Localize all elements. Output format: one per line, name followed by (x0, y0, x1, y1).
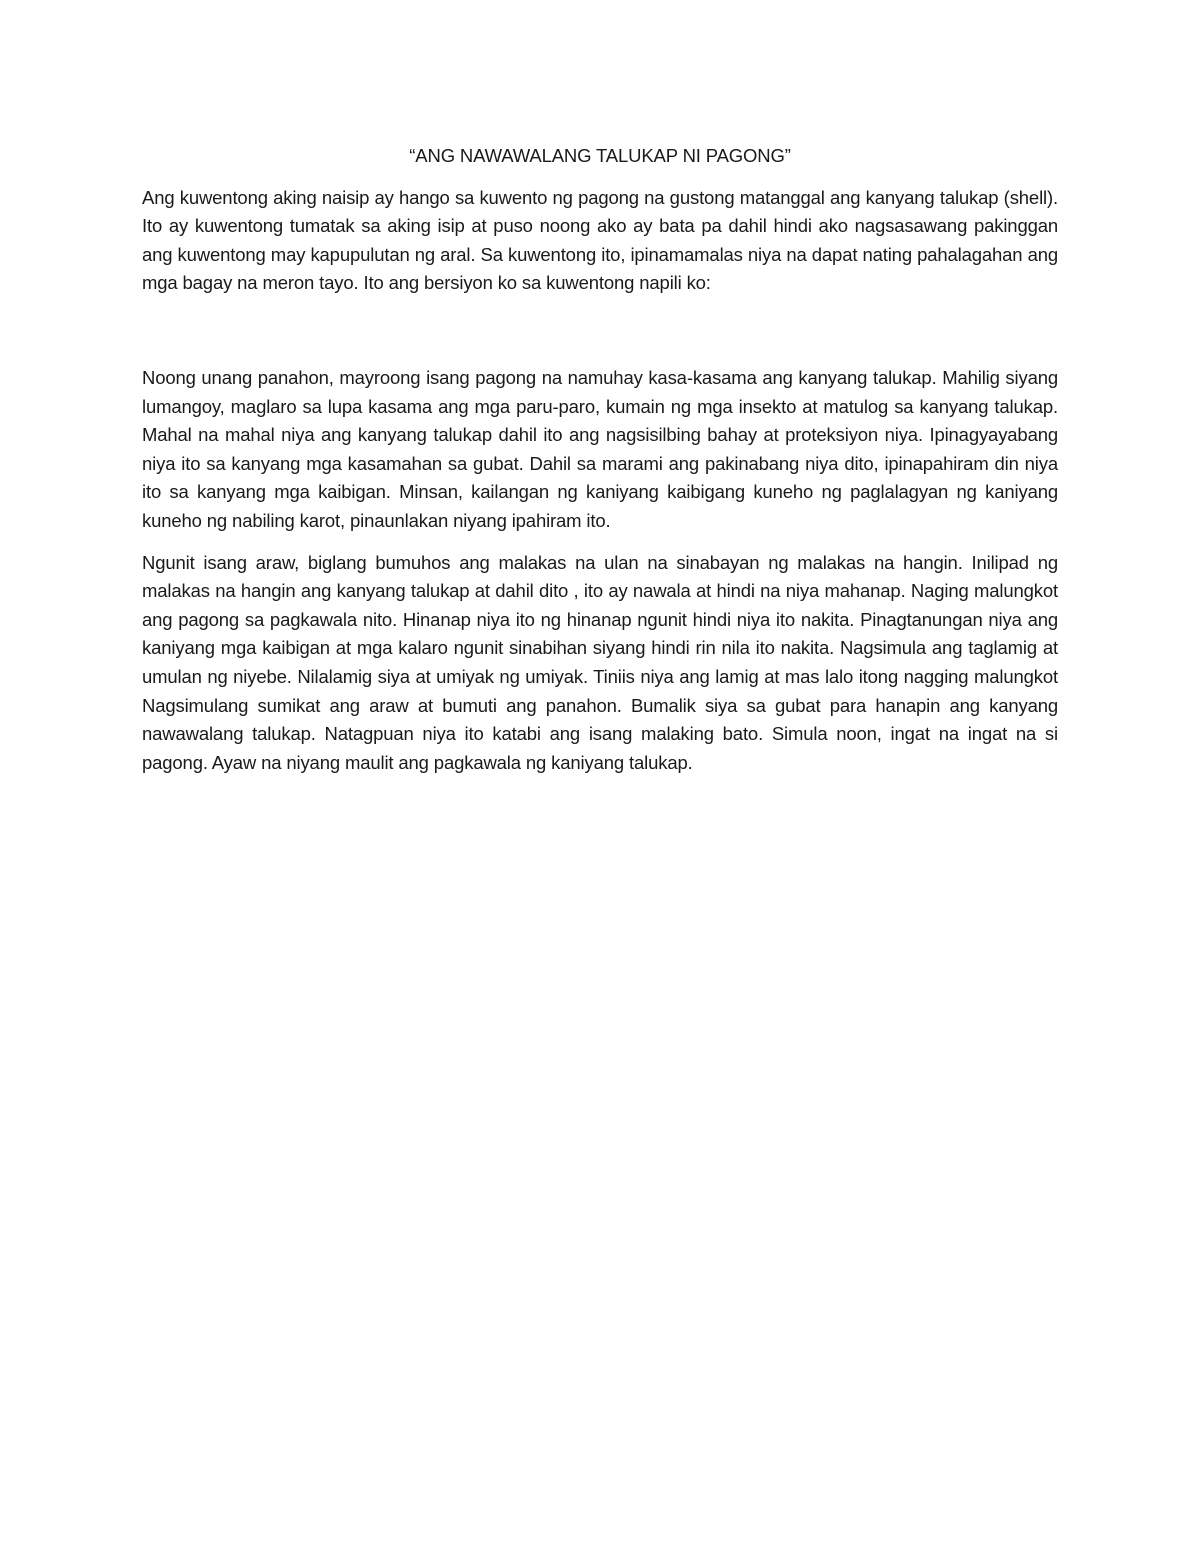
document-body (142, 142, 1058, 777)
document-title: “ANG NAWAWALANG TALUKAP NI PAGONG” (409, 145, 791, 166)
intro-paragraph: Ang kuwentong aking naisip ay hango sa kuwento ng pagong na gustong matanggal ang kanyang talukap (shell). Ito ay kuwentong tumatak sa aking isip at puso noong ako ay bata pa dahil hindi ako nagsasawang pakinggan ang kuwentong may kapupulutan ng aral. Sa kuwentong ito, ipinamamalas niya na dapat nating pahalagahan ang mga bagay na meron tayo. Ito ang bersiyon ko sa kuwentong napili ko: (142, 186, 1058, 294)
story-paragraph-1: Noong unang panahon, mayroong isang pagong na namuhay kasa-kasama ang kanyang talukap. Mahilig siyang lumangoy, maglaro sa lupa kasama ang mga paru-paro, kumain ng mga insekto at matulog sa kanyang talukap. Mahal na mahal niya ang kanyang talukap dahil ito ang nagsisilbing bahay at proteksiyon niya. Ipinagyayabang niya ito sa kanyang mga kasamahan sa gubat. Dahil sa marami ang pakinabang niya dito, ipinapahiram din niya ito sa kanyang mga kaibigan. Minsan, kailangan ng kaniyang kaibigang kuneho ng paglalagyan ng kaniyang kuneho ng nabiling karot, pinaunlakan niyang ipahiram ito. (142, 366, 1058, 531)
story-paragraph-2: Ngunit isang araw, biglang bumuhos ang malakas na ulan na sinabayan ng malakas na hangin. Inilipad ng malakas na hangin ang kanyang talukap at dahil dito , ito ay nawala at hindi na niya mahanap. Naging malungkot ang pagong sa pagkawala nito. Hinanap niya ito ng hinanap ngunit hindi niya ito nakita. Pinagtanungan niya ang kaniyang mga kaibigan at mga kalaro ngunit sinabihan siyang hindi rin nila ito nakita. Nagsimula ang taglamig at umulan ng niyebe. Nilalamig siya at umiyak ng umiyak. Tiniis niya ang lamig at mas lalo itong nagging malungkot Nagsimulang sumikat ang araw at bumuti ang panahon. Bumalik siya sa gubat para hanapin ang kanyang nawawalang talukap. Natagpuan niya ito katabi ang isang malaking bato. Simula noon, ingat na ingat na si pagong. Ayaw na niyang maulit ang pagkawala ng kaniyang talukap. (142, 551, 1058, 773)
